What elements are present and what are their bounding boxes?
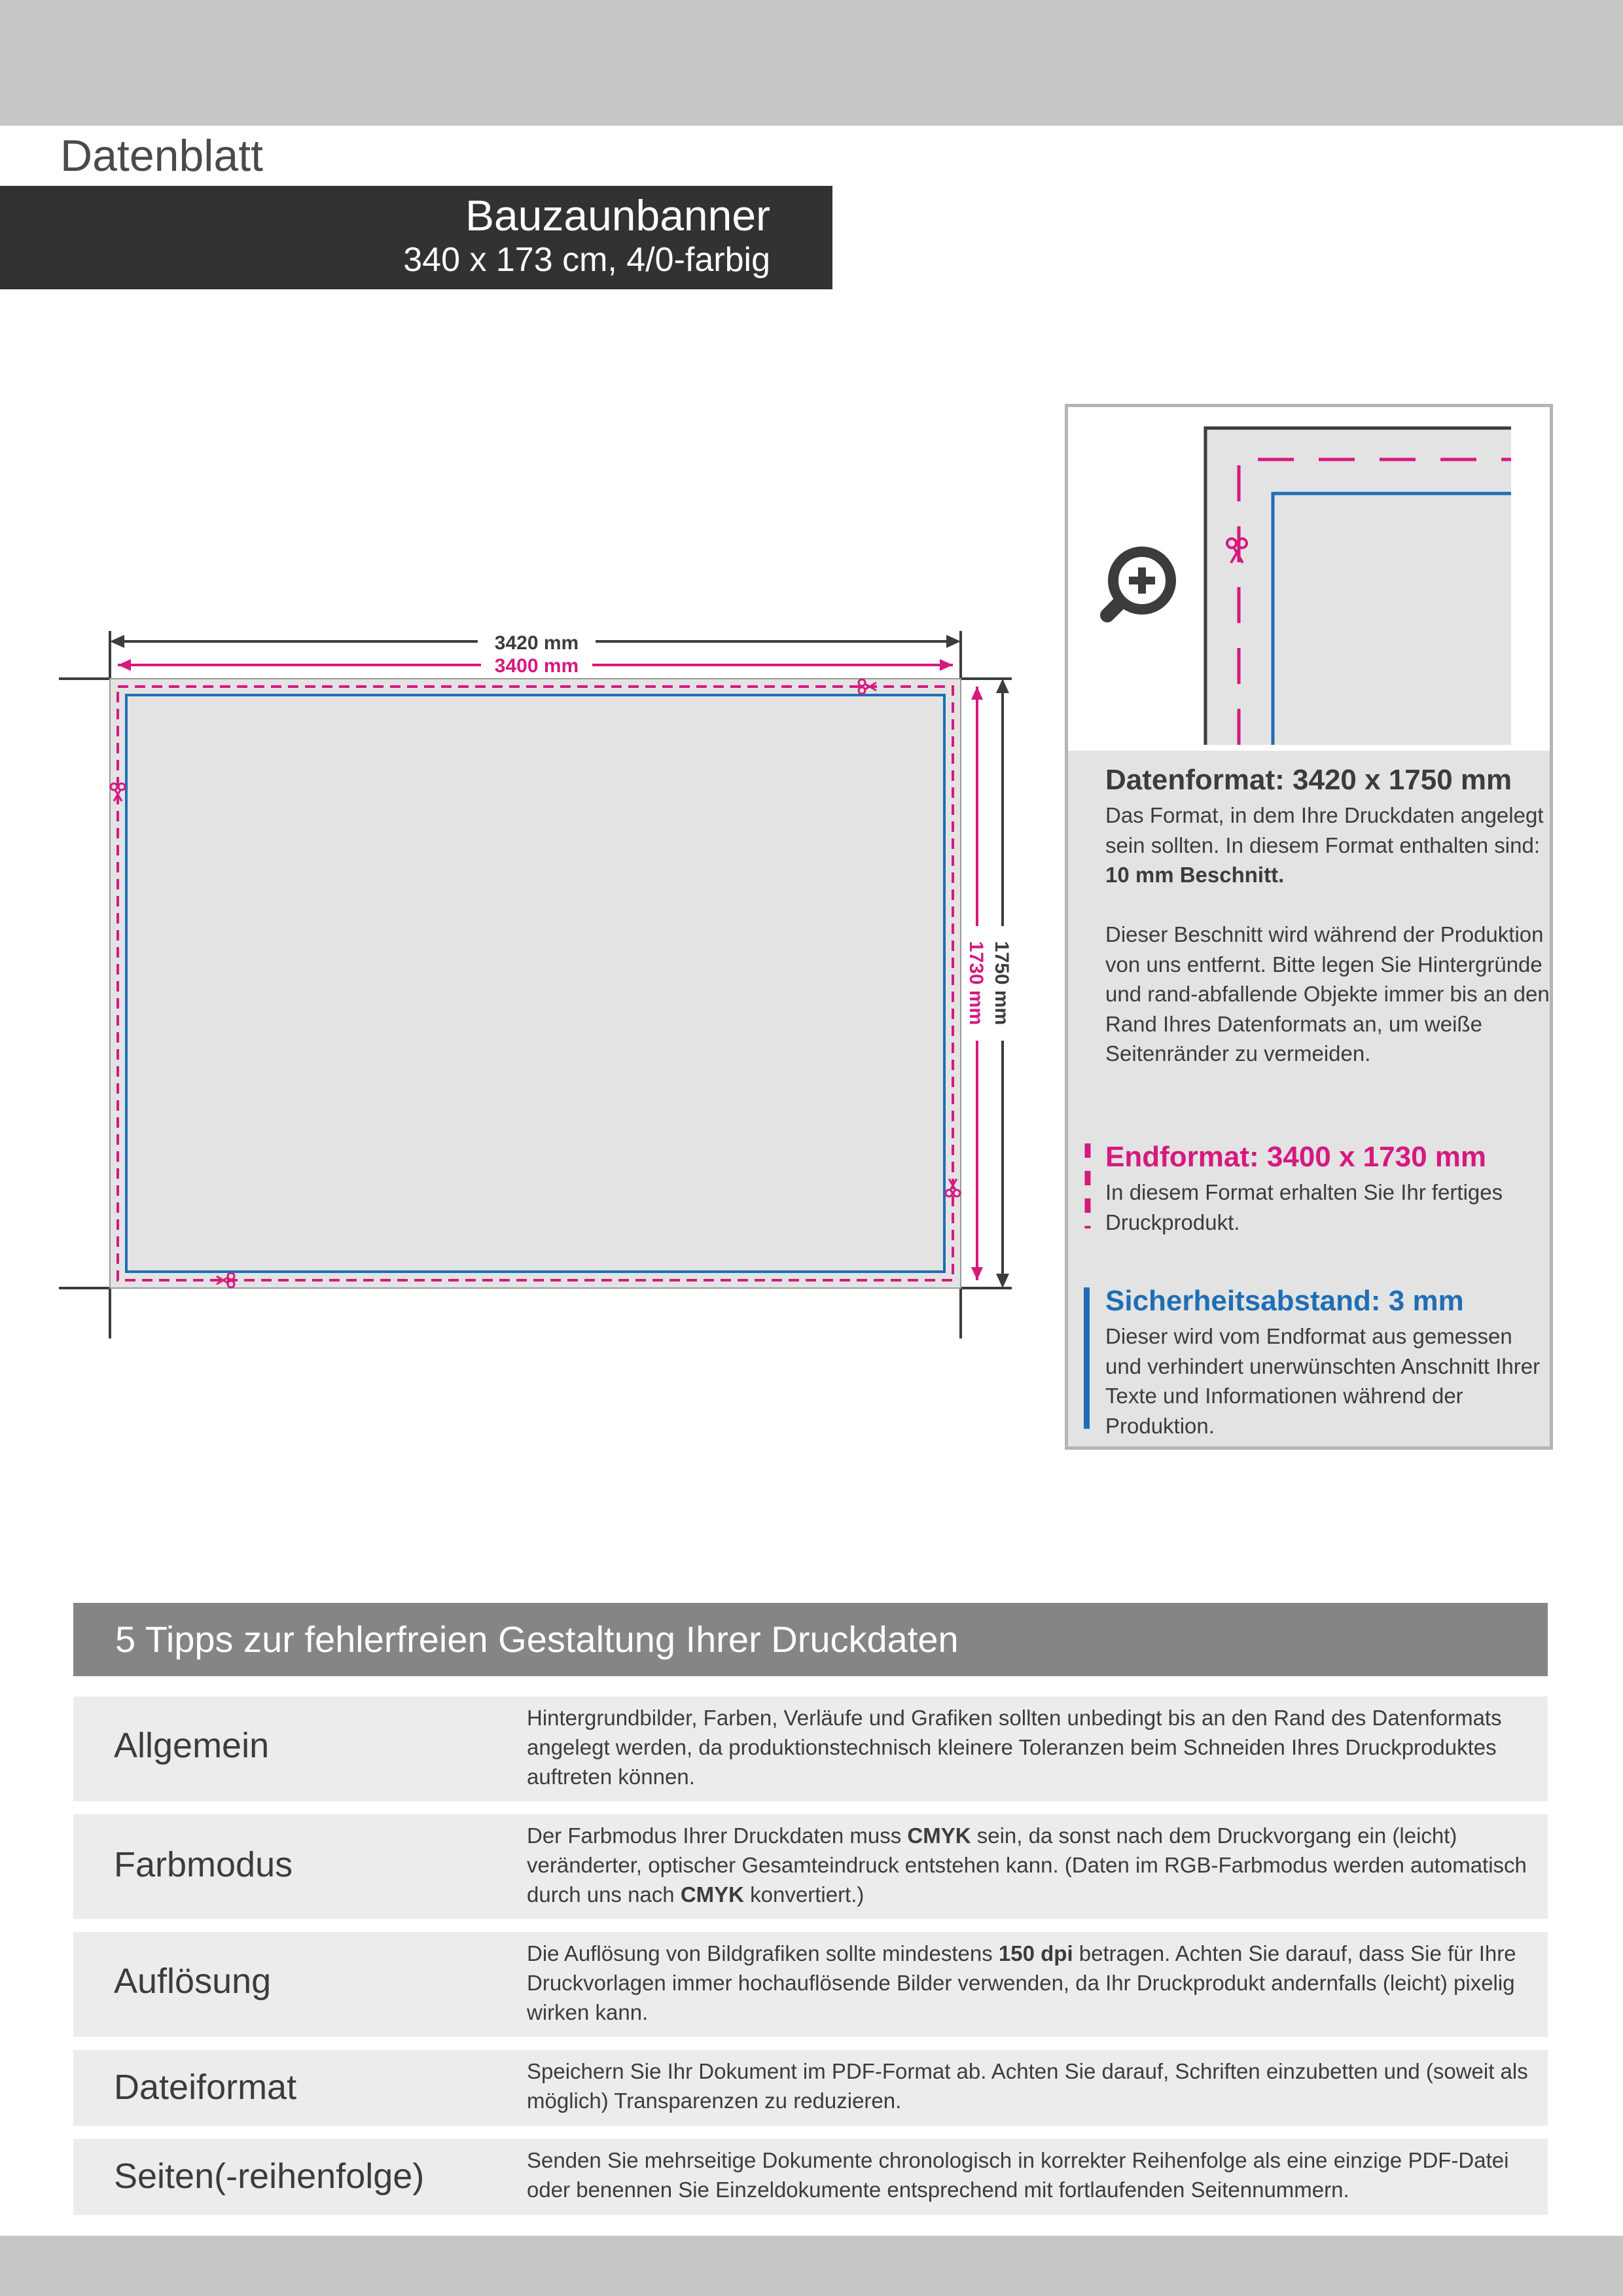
width-outer-label: 3420 mm: [494, 632, 579, 654]
zoom-detail-drawing: [1068, 407, 1550, 751]
tip-text-bold: CMYK: [907, 1823, 971, 1848]
height-inner-label: 1730 mm: [965, 941, 987, 1026]
tip-row-seiten: [73, 2139, 1548, 2215]
endformat-title: Endformat: 3400 x 1730 mm: [1105, 1141, 1487, 1173]
tip-text: Speichern Sie Ihr Dokument im PDF-Format ab. Achten Sie darauf, Schriften einzubetten und (soweit als möglich) Transparenzen zu reduzieren.: [527, 2059, 1528, 2113]
zoom-in-icon: [1107, 552, 1171, 615]
tip-text-part: Der Farbmodus Ihrer Druckdaten muss: [527, 1823, 908, 1848]
product-spec: 340 x 173 cm, 4/0-farbig: [403, 241, 770, 279]
tip-row-dateiformat: [73, 2050, 1548, 2126]
datenformat-text: [1105, 800, 1550, 890]
format-info-panel: [1065, 404, 1553, 1450]
tip-text-part: konvertiert.): [744, 1882, 865, 1907]
tip-title: Auflösung: [114, 1962, 272, 2001]
tip-text-bold: 150 dpi: [998, 1941, 1073, 1965]
sicherheit-text: Dieser wird vom Endformat aus gemessen und verhindert unerwünschten Anschnitt Ihrer Texte und Informationen während der Produktion.: [1105, 1324, 1541, 1438]
width-inner-label: 3400 mm: [494, 655, 579, 677]
width-inner-dimension: [118, 655, 953, 677]
beschnitt-text: Dieser Beschnitt wird während der Produktion von uns entfernt. Bitte legen Sie Hintergründe und rand-abfallende Objekte immer bis an den Rand Ihres Datenformats an, um weiße Seitenränder zu vermeiden.: [1105, 922, 1550, 1066]
tip-text: [527, 1939, 1535, 2027]
tip-text: Senden Sie mehrseitige Dokumente chronologisch in korrekter Reihenfolge als eine einzige PDF-Datei oder benennen Sie Einzeldokumente entsprechend mit fortlaufenden Seitennummern.: [527, 2148, 1509, 2202]
format-drawing: [0, 353, 1047, 1374]
datenformat-title: Datenformat: 3420 x 1750 mm: [1105, 764, 1512, 796]
safety-line: [126, 695, 944, 1272]
top-band: [0, 0, 1623, 126]
zoom-detail: [1068, 407, 1550, 751]
tip-row-farbmodus: [73, 1814, 1548, 1919]
sicherheit-marker: [1084, 1287, 1090, 1429]
datenformat-text-main: Das Format, in dem Ihre Druckdaten angelegt sein sollten. In diesem Format enthalten sind:: [1105, 803, 1544, 857]
height-outer-label: 1750 mm: [991, 941, 1012, 1026]
product-title: Bauzaunbanner: [465, 191, 770, 240]
tip-title: Seiten(-reihenfolge): [114, 2157, 425, 2196]
width-outer-dimension: [110, 632, 961, 655]
bottom-band: [0, 2236, 1623, 2296]
format-descriptions: [1068, 751, 1550, 1446]
datenformat-text-bold: 10 mm Beschnitt.: [1105, 863, 1285, 887]
endformat-text: In diesem Format erhalten Sie Ihr fertiges Druckprodukt.: [1105, 1180, 1503, 1234]
tip-title: Farbmodus: [114, 1845, 293, 1884]
tip-row-aufloesung: [73, 1932, 1548, 2037]
tip-title: Dateiformat: [114, 2068, 297, 2107]
tip-text: [527, 1821, 1535, 1909]
tip-text-part: Die Auflösung von Bildgrafiken sollte mindestens: [527, 1941, 999, 1965]
tip-text: Hintergrundbilder, Farben, Verläufe und Grafiken sollten unbedingt bis an den Rand des Datenformats angelegt werden, da produktionstechnisch kleinere Toleranzen beim Schneiden Ihres Druckproduktes auftreten können.: [527, 1706, 1502, 1789]
zoom-format-area: [1204, 427, 1511, 745]
height-inner-dimension: [965, 687, 987, 1280]
tip-text-part: sein, da sonst nach dem Druckvorgang ein (leicht) veränderter, optischer Gesamteindruck entstehen kann. (Daten im RGB-Farbmodus werden automatisch durch uns nach: [527, 1823, 1527, 1907]
tips-header: 5 Tipps zur fehlerfreien Gestaltung Ihrer Druckdaten: [73, 1603, 1548, 1676]
sicherheit-title: Sicherheitsabstand: 3 mm: [1105, 1285, 1464, 1317]
tip-text-part: betragen. Achten Sie darauf, dass Sie für Ihre Druckvorlagen immer hochauflösende Bilder verwenden, da Ihr Druckprodukt andernfalls (leicht) pixelig wirken kann.: [527, 1941, 1516, 2024]
tip-row-allgemein: [73, 1696, 1548, 1801]
endformat-marker: [1084, 1143, 1092, 1229]
tip-text-bold: CMYK: [680, 1882, 744, 1907]
datasheet-tag: Datenblatt: [0, 126, 325, 186]
title-bar: [0, 186, 832, 289]
tip-title: Allgemein: [114, 1726, 270, 1765]
